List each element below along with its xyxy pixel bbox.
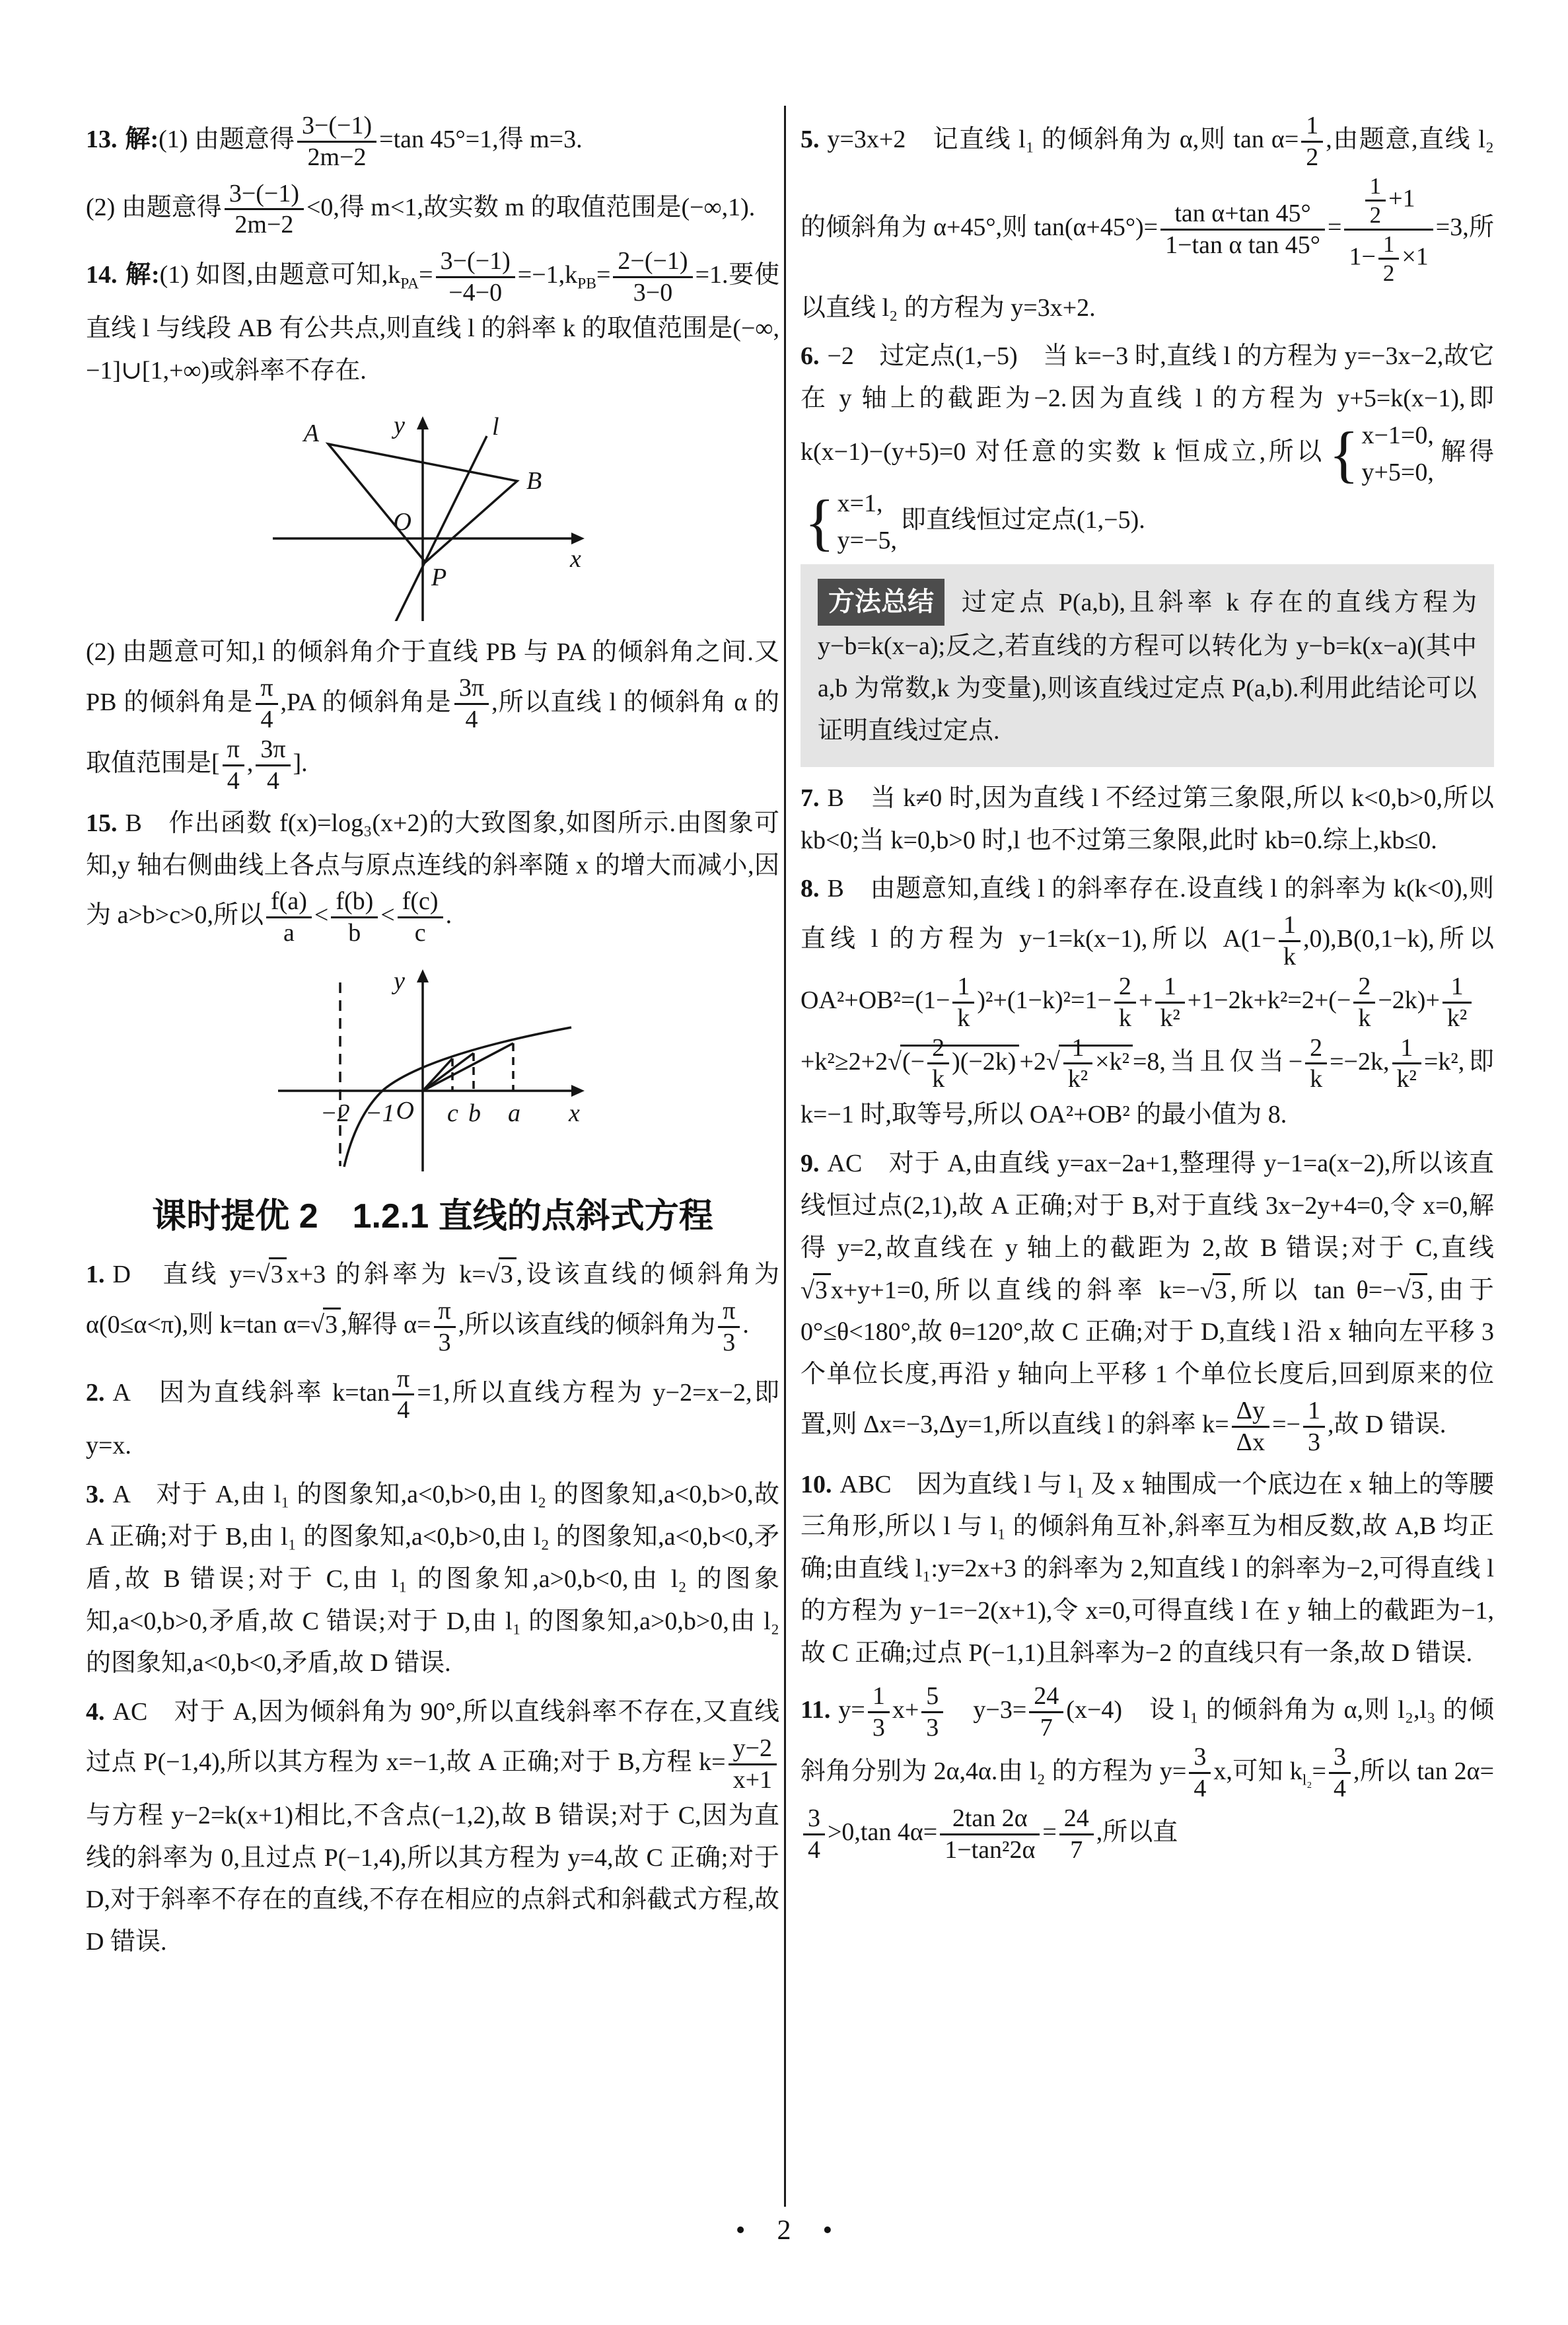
- item-number: 6.: [801, 342, 820, 371]
- solution-item-15: [86, 803, 779, 948]
- item-body: ABC 因为直线 l 与 l₁ 及 x 轴围成一个底边在 x 轴上的等腰三角形,所以 l 与 l₁ 的倾斜角互补,斜率互为相反数,故 A,B 均正确;由直线 l₁:y=2x+3 的斜率为 2,知直线 l 的斜率为−2,可得直线 l 的方程为 y−1=−2(x+1),令 x=0,可得直线 l 在 y 轴上的截距为−1,故 C 正确;过点 P(−1,1)且斜率为−2 的直线只有一条,故 D 错误.: [801, 1470, 1494, 1667]
- solution-item-14: [86, 246, 779, 392]
- item-number: 2.: [86, 1378, 105, 1407]
- item-number: 5.: [801, 126, 820, 154]
- label-y-axis: y: [394, 967, 405, 996]
- item-number: 10.: [801, 1470, 832, 1498]
- log-curve: [344, 1027, 571, 1167]
- item-body: (2) 由题意得 $\frac{3-(-1)}{2m-2}$ <0,得 m<1,故实数 m 的取值范围是(−∞,1).: [86, 179, 756, 239]
- label-x-axis: x: [570, 544, 581, 573]
- solution-item-5: [801, 111, 1494, 329]
- figure-triangle-slope-diagram: [86, 403, 779, 621]
- origin-label: O: [393, 507, 411, 536]
- point-label-B: B: [526, 466, 542, 495]
- item-number: 4.: [86, 1698, 105, 1726]
- origin-label: O: [396, 1097, 414, 1125]
- point-label-P: P: [431, 563, 447, 591]
- x-axis-arrow: [571, 533, 585, 544]
- tick-label-a: a: [508, 1099, 520, 1128]
- point-label-A: A: [303, 419, 319, 447]
- item-number: 3.: [86, 1481, 105, 1509]
- item-number: 13.: [86, 126, 118, 154]
- item-body: A 因为直线斜率 k=tan $\frac{\pi}{4}$ =1,所以直线方程为 y−2=x−2,即 y=x.: [86, 1364, 779, 1460]
- figure-log-curve-diagram: [86, 959, 779, 1177]
- item-number: 8.: [801, 875, 820, 903]
- method-summary-badge: 方法总结: [818, 579, 944, 626]
- figure-2-svg: [248, 959, 618, 1177]
- label-x-axis: x: [569, 1099, 580, 1128]
- item-number: 14.: [86, 261, 118, 289]
- item-body: y= $\frac{1}{3}$ x+ $\frac{5}{3}$ y−3= $\frac{24}{7}$ (x−4) 设 l₁ 的倾斜角为 α,则 l₂,l₃ 的倾斜角分别为 2α,4α.由 l₂ 的方程为 y= $\frac{3}{4}$ x,可知 $k_{l_2}=$ $\frac{3}{4}$ ,所以 tan 2α= $\frac{3}{4}$ >0,tan 4α= $\frac{2\tan 2\alpha}{\text{1−tan²2α}}$ = $\frac{24}{7}$ ,所以直: [801, 1681, 1494, 1864]
- tick-label-b: b: [468, 1099, 481, 1128]
- solution-item-7: [801, 778, 1494, 862]
- x-axis-arrow: [571, 1085, 585, 1097]
- solution-item-13-part2: [86, 179, 779, 240]
- item-number: 7.: [801, 784, 820, 812]
- solution-item-3: [86, 1474, 779, 1685]
- tick-label-c: c: [447, 1099, 458, 1128]
- solution-item-4: [86, 1691, 779, 1964]
- item-body: B 作出函数 f(x)=log₃(x+2)的大致图象,如图所示.由图象可知,y 轴右侧曲线上各点与原点连线的斜率随 x 的增大而减小,因为 a>b>c>0,所以 $\frac{f(a)}{a}$ < $\frac{f(b)}{b}$ < $\frac{f(c)}{c}$ .: [86, 809, 779, 947]
- item-number: 1.: [86, 1261, 105, 1289]
- solution-item-9: [801, 1143, 1494, 1458]
- item-body: AC 对于 A,因为倾斜角为 90°,所以直线斜率不存在,又直线过点 P(−1,4),所以其方程为 x=−1,故 A 正确;对于 B,方程 k= $\frac{y-2}{x+1}$ 与方程 y−2=k(x+1)相比,不含点(−1,2),故 B 错误;对于 C,因为直线的斜率为 0,且过点 P(−1,4),所以其方程为 y=4,故 C 正确;对于 D,对于斜率不存在的直线,不存在相应的点斜式和斜截式方程,故 D 错误.: [86, 1698, 779, 1956]
- method-summary-box: [801, 564, 1494, 767]
- item-number: 9.: [801, 1150, 820, 1178]
- label-line-l: l: [492, 412, 499, 441]
- column-divider: [784, 106, 786, 2207]
- solution-item-6: [801, 336, 1494, 556]
- page-number: 2: [777, 2215, 791, 2246]
- right-column: [801, 111, 1494, 1872]
- item-body: y=3x+2 记直线 l₁ 的倾斜角为 α,则 tan α= $\frac{1}{2}$ ,由题意,直线 l₂ 的倾斜角为 α+45°,则 tan(α+45°)= $\frac{\text{tan α+tan 45°}}{\text{1−tan α tan 45°}}$ = $\frac{1}{2}$ +1 1− $\frac{1}{2}$ ×1 =3,所以直线 l₂ 的方程为 y=3x+2.: [801, 112, 1495, 322]
- solution-item-8: [801, 868, 1494, 1136]
- solution-item-13: [86, 111, 779, 172]
- y-axis-arrow: [417, 969, 429, 982]
- item-body: 解:(1) 如图,由题意可知$,k_{PA}=$ $\frac{3-(-1)}{-4-0}$ $=-1,k_{PB}=$ $\frac{2-(-1)}{3-0}$ =1.要使直线 l 与线段 AB 有公共点,则直线 l 的斜率 k 的取值范围是(−∞,−1]∪[1,+∞)或斜率不存在.: [86, 247, 780, 385]
- item-number: 11.: [801, 1695, 831, 1724]
- item-body: AC 对于 A,由直线 y=ax−2a+1,整理得 y−1=a(x−2),所以该直线恒过点(2,1),故 A 正确;对于 B,对于直线 3x−2y+4=0,令 x=0,解得 y=2,故直线在 y 轴上的截距为 2,故 B 错误;对于 C,直线√3 x+y+1=0,所以直线的斜率 k=−√3 ,所以 tan θ=−√3 ,由于 0°≤θ<180°,故 θ=120°,故 C 正确;对于 D,直线 l 沿 x 轴向左平移 3 个单位长度,再沿 y 轴向上平移 1 个单位长度后,回到原来的位置,则 Δx=−3,Δy=1,所以直线 l 的斜率 k= $\frac{\Delta y}{\Delta x}$ =− $\frac{1}{3}$ ,故 D 错误.: [801, 1150, 1495, 1456]
- item-number: 15.: [86, 809, 118, 837]
- method-summary-text: 过定点 P(a,b),且斜率 k 存在的直线方程为 y−b=k(x−a);反之,若直线的方程可以转化为 y−b=k(x−a)(其中 a,b 为常数,k 为变量),则该直线过定点 P(a,b).利用此结论可以证明直线过定点.: [818, 589, 1477, 745]
- footer-right-dot: •: [822, 2215, 833, 2246]
- figure-1-svg: [248, 403, 618, 621]
- tick-label-neg1: −1: [365, 1099, 395, 1128]
- solution-item-1: [86, 1254, 779, 1357]
- left-column: [86, 111, 779, 1970]
- solution-item-10: [801, 1464, 1494, 1675]
- item-body: D 直线 y=√3 x+3 的斜率为 k=√3 ,设该直线的倾斜角为 α(0≤α<π),则 k=tan α=√3 ,解得 α= $\frac{\pi}{3}$ ,所以该直线的倾斜角为 $\frac{\pi}{3}$ .: [86, 1261, 779, 1339]
- section-heading: 课时提优 2 1.2.1 直线的点斜式方程: [152, 1197, 713, 1236]
- chord-O-c: [423, 1058, 452, 1091]
- solution-item-2: [86, 1364, 779, 1467]
- y-axis-arrow: [417, 416, 429, 429]
- tick-label-neg2: −2: [320, 1099, 350, 1128]
- solution-item-11: [801, 1681, 1494, 1865]
- label-y-axis: y: [394, 411, 405, 439]
- page-footer: [0, 2215, 1568, 2246]
- item-body: A 对于 A,由 l₁ 的图象知,a<0,b>0,由 l₂ 的图象知,a<0,b>0,故 A 正确;对于 B,由 l₁ 的图象知,a<0,b>0,由 l₂ 的图象知,a<0,b<0,矛盾,故 B 错误;对于 C,由 l₁ 的图象知,a>0,b<0,由 l₂ 的图象知,a<0,b>0,矛盾,故 C 错误;对于 D,由 l₁ 的图象知,a>0,b>0,由 l₂ 的图象知,a<0,b<0,矛盾,故 D 错误.: [86, 1481, 779, 1678]
- item-body: B 由题意知,直线 l 的斜率存在.设直线 l 的斜率为 k(k<0),则直线 l 的方程为 y−1=k(x−1),所以 A(1− $\frac{1}{k}$ ,0),B(0,1−k),所以 OA²+OB²=(1− $\frac{1}{k}$ )²+(1−k)²=1− $\frac{2}{k}$ + $\frac{1}{\text{k²}}$ +1−2k+k²=2+(− $\frac{2}{k}$ −2k)+ $\frac{1}{\text{k²}}$ +k²≥2+2√(− $\frac{2}{k}$ )(−2k) +2√ $\frac{1}{\text{k²}}$ ×k² =8,当且仅当− $\frac{2}{k}$ =−2k, $\frac{1}{\text{k²}}$ =k²,即 k=−1 时,取等号,所以 OA²+OB² 的最小值为 8.: [801, 875, 1494, 1129]
- item-body: 解:(1) 由题意得 $\frac{3-(-1)}{2m-2}$ =tan 45°=1,得 m=3.: [125, 112, 583, 171]
- solution-item-14-part2: [86, 632, 779, 796]
- footer-left-dot: •: [735, 2215, 746, 2246]
- item-body: (2) 由题意可知,l 的倾斜角介于直线 PB 与 PA 的倾斜角之间.又 PB 的倾斜角是 $\frac{\pi}{4}$ ,PA 的倾斜角是 $\frac{3\pi}{4}$ ,所以直线 l 的倾斜角 α 的取值范围是[ $\frac{\pi}{4}$ , $\frac{3\pi}{4}$ ].: [86, 638, 779, 795]
- item-body: −2 过定点(1,−5) 当 k=−3 时,直线 l 的方程为 y=−3x−2,故它在 y 轴上的截距为−2.因为直线 l 的方程为 y+5=k(x−1),即 k(x−1)−(y+5)=0 对任意的实数 k 恒成立,所以 { x−1=0, y+5=0, 解得 { x=1, y=−5, 即直线恒过定点(1,−5).: [801, 342, 1494, 557]
- item-body: B 当 k≠0 时,因为直线 l 不经过第三象限,所以 k<0,b>0,所以 kb<0;当 k=0,b>0 时,l 也不过第三象限,此时 kb=0.综上,kb≤0.: [801, 784, 1494, 854]
